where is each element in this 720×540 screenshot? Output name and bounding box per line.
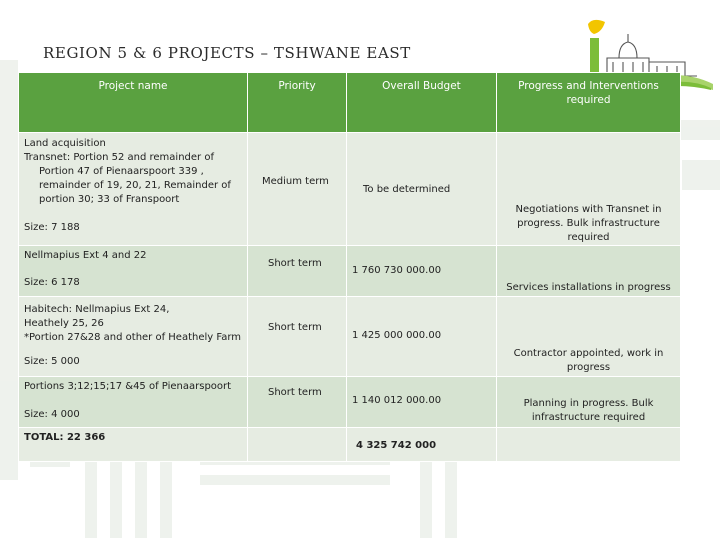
column-header-progress: Progress and Interventions required — [497, 73, 681, 133]
column-header-overall-budget: Overall Budget — [347, 73, 497, 133]
cell-priority — [248, 297, 347, 377]
table-row — [19, 133, 681, 246]
cell-budget — [347, 246, 497, 297]
budget-text: 1 425 000 000.00 — [352, 330, 442, 341]
progress-text: Planning in progress. Bulk infrastructure required — [523, 398, 654, 423]
table-row — [19, 246, 681, 297]
project-size: Size: 6 178 — [24, 277, 80, 288]
project-name-line: *Portion 27&28 and other of Heathely Farm — [24, 332, 242, 343]
cell-project-name — [19, 133, 248, 246]
project-name-line: Portion 47 of Pienaarspoort 339 , — [39, 166, 204, 177]
page-title: REGION 5 & 6 PROJECTS – TSHWANE EAST — [43, 44, 411, 62]
projects-table — [18, 72, 681, 462]
project-size: Size: 4 000 — [24, 409, 80, 420]
priority-text: Short term — [268, 322, 322, 333]
cell-priority — [248, 133, 347, 246]
cell-priority — [248, 377, 347, 428]
cell-priority — [248, 246, 347, 297]
cell-budget — [347, 297, 497, 377]
cell-total-label — [19, 428, 248, 462]
project-size: Size: 5 000 — [24, 356, 80, 367]
cell-project-name — [19, 246, 248, 297]
cell-total-progress — [497, 428, 681, 462]
column-header-priority: Priority — [248, 73, 347, 133]
budget-text: 1 760 730 000.00 — [352, 265, 442, 276]
project-name-line: Nellmapius Ext 4 and 22 — [24, 250, 147, 261]
project-name-line: remainder of 19, 20, 21, Remainder of — [39, 180, 231, 191]
progress-text: Negotiations with Transnet in progress. Bulk infrastructure required — [515, 204, 662, 243]
cell-progress — [497, 377, 681, 428]
progress-text: Services installations in progress — [506, 282, 671, 293]
total-budget: 4 325 742 000 — [356, 440, 437, 451]
cell-project-name — [19, 377, 248, 428]
cell-total-budget — [347, 428, 497, 462]
project-size: Size: 7 188 — [24, 222, 80, 233]
cell-progress — [497, 246, 681, 297]
column-header-project-name: Project name — [19, 73, 248, 133]
total-row — [19, 428, 681, 462]
cell-progress — [497, 133, 681, 246]
cell-budget — [347, 377, 497, 428]
priority-text: Short term — [268, 387, 322, 398]
priority-text: Medium term — [262, 176, 329, 187]
project-name-line: Heathely 25, 26 — [24, 318, 104, 329]
budget-text: To be determined — [363, 184, 451, 195]
cell-total-priority — [248, 428, 347, 462]
table-row — [19, 297, 681, 377]
project-name-line: Land acquisition — [24, 138, 106, 149]
project-name-line: Transnet: Portion 52 and remainder of — [24, 152, 214, 163]
cell-project-name — [19, 297, 248, 377]
progress-text: Contractor appointed, work in progress — [513, 348, 664, 373]
project-name-line: portion 30; 33 of Franspoort — [39, 194, 180, 205]
project-name-line: Portions 3;12;15;17 &45 of Pienaarspoort — [24, 381, 232, 392]
cell-budget — [347, 133, 497, 246]
budget-text: 1 140 012 000.00 — [352, 395, 442, 406]
total-label: TOTAL: 22 366 — [24, 432, 106, 443]
cell-progress — [497, 297, 681, 377]
table-row — [19, 377, 681, 428]
project-name-line: Habitech: Nellmapius Ext 24, — [24, 304, 170, 315]
priority-text: Short term — [268, 258, 322, 269]
